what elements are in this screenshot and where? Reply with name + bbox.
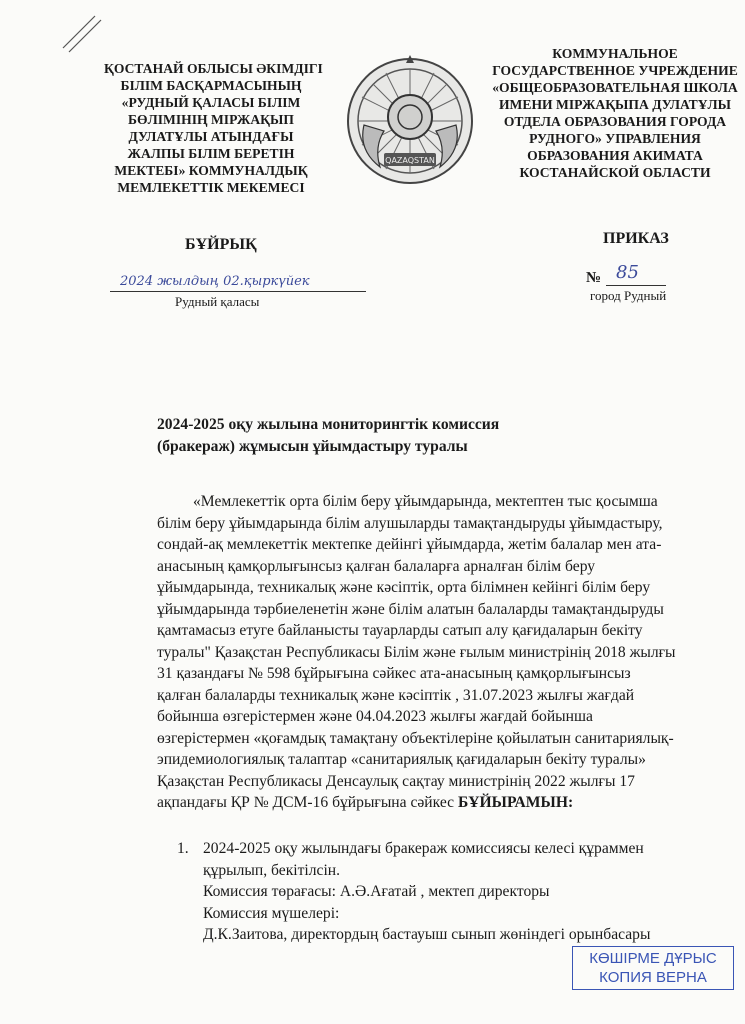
body-line: қалған балаларды техникалық және кәсіптік , 31.07.2023 жылғы жағдай xyxy=(157,686,635,704)
header-right-line: РУДНОГО» УПРАВЛЕНИЯ xyxy=(529,131,701,146)
order-subject xyxy=(157,414,499,458)
header-right-line: ОБРАЗОВАНИЯ АКИМАТА xyxy=(527,148,703,163)
header-right-line: ИМЕНИ МІРЖАҚЫПА ДУЛАТҰЛЫ xyxy=(498,97,732,112)
body-line: «Мемлекеттік орта білім беру ұйымдарында, мектептен тыс қосымша xyxy=(193,493,658,510)
stamp-line: КОПИЯ ВЕРНА xyxy=(599,969,707,986)
header-left-line: ДУЛАТҰЛЫ АТЫНДАҒЫ xyxy=(128,129,294,144)
order-title-ru: ПРИКАЗ xyxy=(603,230,669,247)
list-line: Комиссия мүшелері: xyxy=(203,904,340,922)
header-right xyxy=(490,45,740,181)
body-line: сондай-ақ мемлекеттік мектепке дейінгі ұйымдарда, жетім балалар мен ата- xyxy=(157,536,662,553)
body-line xyxy=(157,792,676,814)
header-left-line: МЕМЛЕКЕТТІК МЕКЕМЕСІ xyxy=(117,180,305,195)
stamp-line: КӨШІРМЕ ДҰРЫС xyxy=(589,950,717,967)
header-right-line: КОММУНАЛЬНОЕ xyxy=(552,46,678,61)
body-line: туралы" Қазақстан Республикасы Білім және ғылым министрінің 2018 жылғы xyxy=(157,643,676,661)
list-line: 2024-2025 оқу жылындағы бракераж комиссиясы келесі құраммен xyxy=(203,840,644,857)
header-right-line: «ОБЩЕОБРАЗОВАТЕЛЬНАЯ ШКОЛА xyxy=(492,80,738,95)
body-line: өзгерістермен «қоғамдық тамақтану объектілеріне қойылатын санитариялық- xyxy=(157,729,674,747)
body-line: 31 қазандағы № 598 бұйрығына сәйкес ата-анасының қамқорлығынсыз xyxy=(157,665,631,682)
pen-mark xyxy=(55,8,105,56)
header-left-line: БӨЛІМІНІҢ МІРЖАҚЫП xyxy=(128,112,294,127)
subject-line: 2024-2025 оқу жылына мониторингтік комиссия xyxy=(157,416,500,433)
city-kz: Рудный қаласы xyxy=(175,294,260,309)
emblem-ribbon-text: QAZAQSTAN xyxy=(385,156,435,165)
order-title-kz: БҰЙРЫҚ xyxy=(185,236,257,253)
body-line: ұйымдарында, техникалық және кәсіптік, орта білімнен кейінгі білім беру xyxy=(157,579,651,596)
header-left-line: ҚОСТАНАЙ ОБЛЫСЫ ӘКІМДІГІ xyxy=(104,61,323,76)
body-line: анасының қамқорлығынсыз қалған балаларға арналған білім беру xyxy=(157,557,596,575)
header-right-line: ГОСУДАРСТВЕННОЕ УЧРЕЖДЕНИЕ xyxy=(492,63,738,78)
body-line: Қазақстан Республикасы Денсаулық сақтау министрінің 2022 жылғы 17 xyxy=(157,772,635,790)
subject-line: (бракераж) жұмысын ұйымдастыру туралы xyxy=(157,438,468,455)
header-right-line: ОТДЕЛА ОБРАЗОВАНИЯ ГОРОДА xyxy=(503,114,727,129)
header-left-line: МЕКТЕБІ» КОММУНАЛДЫҚ xyxy=(114,163,308,178)
body-line-text: ақпандағы ҚР № ДСМ-16 бұйрығына сәйкес xyxy=(157,794,455,811)
list-number: 1. xyxy=(177,840,189,857)
order-body xyxy=(157,491,676,814)
state-emblem xyxy=(344,55,476,187)
order-date: 2024 жылдың 02.қыркүйек xyxy=(120,274,310,289)
body-line: білім беру ұйымдарында білім алушыларды тамақтандыруды ұйымдастыру, xyxy=(157,514,663,532)
body-line: ұйымдарында тәрбиеленетін және білім алатын балаларды тамақтандыруды xyxy=(157,600,664,618)
date-underline xyxy=(110,291,366,292)
copy-stamp xyxy=(572,946,734,990)
body-line: эпидемиологиялық талаптар «санитариялық қағидаларын бекіту туралы» xyxy=(157,751,646,768)
number-underline xyxy=(606,285,666,286)
header-left-line: ЖАЛПЫ БІЛІМ БЕРЕТІН xyxy=(127,146,295,161)
list-line: Комиссия төрағасы: А.Ә.Ағатай , мектеп директоры xyxy=(203,883,550,900)
list-item xyxy=(203,838,650,946)
list-line: Д.К.Заитова, директордың бастауыш сынып жөніндегі орынбасары xyxy=(203,926,651,943)
header-left-line: БІЛІМ БАСҚАРМАСЫНЫҢ xyxy=(120,78,302,93)
command-word: БҰЙЫРАМЫН: xyxy=(457,794,574,811)
header-left-line: «РУДНЫЙ ҚАЛАСЫ БІЛІМ xyxy=(121,95,301,110)
city-ru: город Рудный xyxy=(590,288,667,303)
header-right-line: КОСТАНАЙСКОЙ ОБЛАСТИ xyxy=(519,165,711,180)
order-number: 85 xyxy=(616,262,639,283)
body-line: бойынша өзгерістермен және 04.04.2023 жылғы жағдай бойынша xyxy=(157,708,593,725)
order-number-sign: № xyxy=(586,270,602,286)
header-left xyxy=(104,60,323,196)
body-line: қамтамасыз етуге байланысты тауарларды сатып алу қағидаларын бекіту xyxy=(157,622,643,639)
list-line: құрылып, бекітілсін. xyxy=(203,861,341,879)
